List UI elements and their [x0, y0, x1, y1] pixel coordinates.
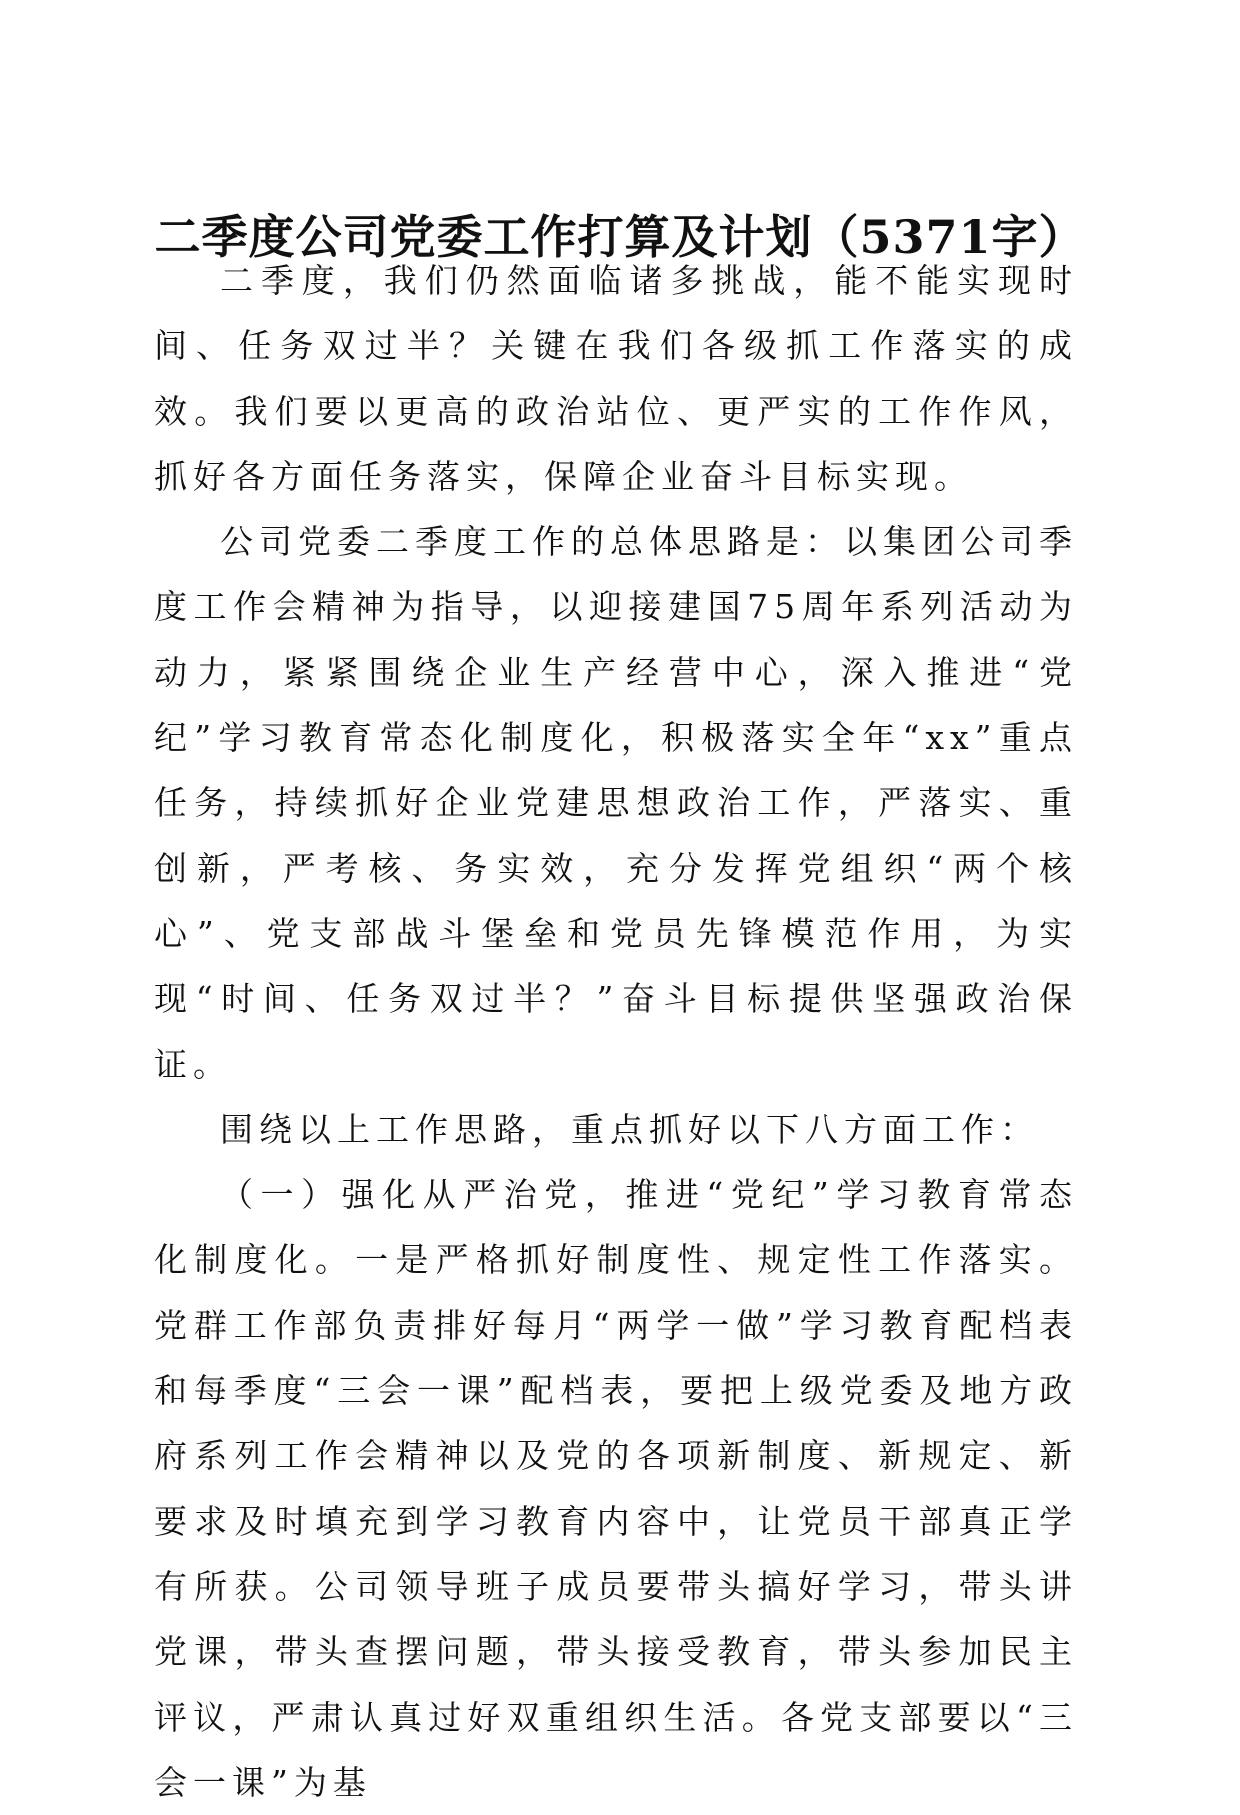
document-title: 二季度公司党委工作打算及计划（5371字） — [154, 209, 1086, 264]
document-body — [154, 248, 1078, 1815]
paragraph-intro: 二季度，我们仍然面临诸多挑战，能不能实现时间、任务双过半？关键在我们各级抓工作落实的成效。我们要以更高的政治站位、更严实的工作作风，抓好各方面任务落实，保障企业奋斗目标实现。 — [154, 261, 1078, 496]
paragraph-section-one: （一）强化从严治党，推进“党纪”学习教育常态化制度化。一是严格抓好制度性、规定性工作落实。党群工作部负责排好每月“两学一做”学习教育配档表和每季度“三会一课”配档表，要把上级党委及地方政府系列工作会精神以及党的各项新制度、新规定、新要求及时填充到学习教育内容中，让党员干部真正学有所获。公司领导班子成员要带头搞好学习，带头讲党课，带头查摆问题，带头接受教育，带头参加民主评议，严肃认真过好双重组织生活。各党支部要以“三会一课”为基 — [154, 1175, 1078, 1802]
paragraph-overall-thinking: 公司党委二季度工作的总体思路是：以集团公司季度工作会精神为指导，以迎接建国75周年系列活动为动力，紧紧围绕企业生产经营中心，深入推进“党纪”学习教育常态化制度化，积极落实全年“xx”重点任务，持续抓好企业党建思想政治工作，严落实、重创新，严考核、务实效，充分发挥党组织“两个核心”、党支部战斗堡垒和党员先锋模范作用，为实现“时间、任务双过半？”奋斗目标提供坚强政治保证。 — [154, 522, 1078, 1084]
paragraph-eight-aspects: 围绕以上工作思路，重点抓好以下八方面工作： — [220, 1109, 1039, 1149]
